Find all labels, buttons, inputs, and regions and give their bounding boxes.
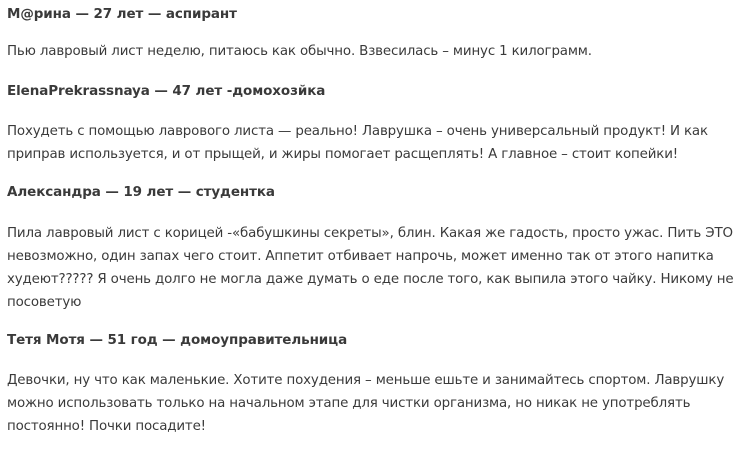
review-author: Александра — 19 лет — студентка xyxy=(7,184,275,200)
review-text-line: Похудеть с помощью лаврового листа — реально! Лаврушка – очень универсальный продукт! И как xyxy=(7,124,708,139)
review-text-line: Девочки, ну что как маленькие. Хотите похудения – меньше ешьте и занимайтесь спортом. Лаврушку xyxy=(7,373,725,388)
review-text-line: худеют????? Я очень долго не могла даже думать о еде после того, как выпила этого чайку. Никому не xyxy=(7,272,734,287)
review-text-line: можно использовать только на начальном этапе для чистки организма, но никак не употреблять xyxy=(7,396,691,411)
review-text xyxy=(7,222,734,314)
review-text-line: приправ используется, и от прыщей, и жиры помогает расщеплять! А главное – стоит копейки! xyxy=(7,147,678,162)
review-text-line: постоянно! Почки посадите! xyxy=(7,419,206,434)
review-author: M@рина — 27 лет — аспирант xyxy=(7,6,237,22)
review-author: ElenaPrekrassnaya — 47 лет -домохозйка xyxy=(7,83,326,99)
review-text-line: Пила лавровый лист с корицей -«бабушкины секреты», блин. Какая же гадость, просто ужас. Пить ЭТО xyxy=(7,226,733,241)
review-text-line: Пью лавровый лист неделю, питаюсь как обычно. Взвесилась – минус 1 килограмм. xyxy=(7,44,592,59)
review-text-line: посоветую xyxy=(7,295,82,310)
review-text xyxy=(7,369,725,438)
review-text xyxy=(7,40,643,63)
review-text-line: невозможно, один запах чего стоит. Аппетит отбивает напрочь, может именно так от этого напитка xyxy=(7,249,714,264)
review-author: Тетя Мотя — 51 год — домоуправительница xyxy=(7,332,348,348)
review-text xyxy=(7,120,708,166)
